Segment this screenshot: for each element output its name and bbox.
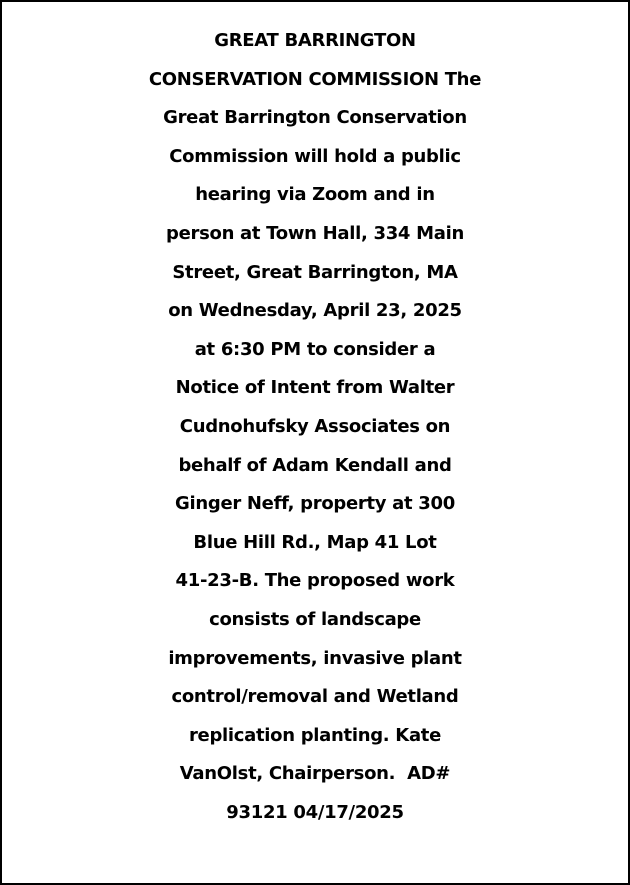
notice-line: person at Town Hall, 334 Main: [166, 222, 464, 244]
notice-line: improvements, invasive plant: [168, 647, 462, 669]
notice-line: on Wednesday, April 23, 2025: [168, 300, 462, 322]
notice-line: control/removal and Wetland: [171, 686, 459, 708]
notice-line: Cudnohufsky Associates on: [179, 415, 451, 437]
notice-line: Ginger Neff, property at 300: [175, 493, 455, 515]
notice-line: Notice of Intent from Walter: [175, 377, 455, 399]
notice-line: Great Barrington Conservation: [163, 107, 467, 129]
notice-line: replication planting. Kate: [188, 724, 442, 746]
notice-line: Commission will hold a public: [169, 145, 461, 167]
notice-line: Street, Great Barrington, MA: [172, 261, 458, 283]
notice-line: CONSERVATION COMMISSION The: [148, 68, 482, 90]
notice-line: hearing via Zoom and in: [195, 184, 435, 206]
notice-line: behalf of Adam Kendall and: [178, 454, 452, 476]
notice-line: consists of landscape: [209, 608, 421, 630]
notice-body: [2, 22, 628, 832]
notice-line: 93121 04/17/2025: [226, 801, 404, 823]
notice-line: VanOlst, Chairperson. AD#: [179, 763, 451, 785]
notice-line: Blue Hill Rd., Map 41 Lot: [193, 531, 437, 553]
notice-line: at 6:30 PM to consider a: [194, 338, 436, 360]
notice-line: GREAT BARRINGTON: [214, 30, 416, 51]
notice-line: 41-23-B. The proposed work: [175, 570, 455, 592]
